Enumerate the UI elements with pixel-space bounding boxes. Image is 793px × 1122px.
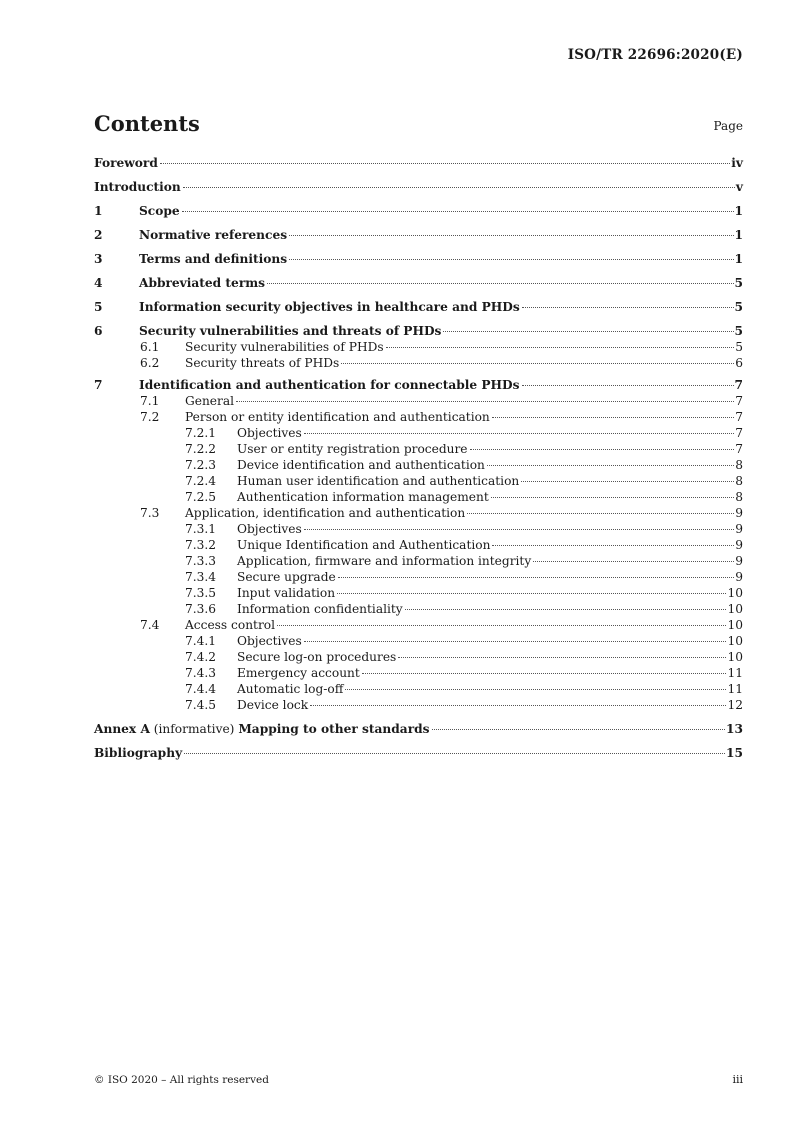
- toc-entry[interactable]: [94, 393, 743, 409]
- toc-entry-number: 6.2: [140, 356, 160, 370]
- toc-entry-page: 8: [735, 490, 743, 504]
- dot-leader: [386, 347, 735, 348]
- toc-entry[interactable]: [94, 203, 743, 219]
- toc-entry-number: 7: [94, 378, 103, 392]
- dot-leader: [521, 481, 734, 482]
- toc-entry-title: [237, 601, 403, 617]
- toc-entry-title-text: Bibliography: [94, 746, 183, 760]
- toc-entry[interactable]: [94, 681, 743, 697]
- toc-entry[interactable]: [94, 299, 743, 315]
- dot-leader: [432, 729, 726, 730]
- dot-leader: [236, 401, 734, 402]
- toc-entry-number: 7.2: [140, 410, 160, 424]
- toc-entry-number: 7.3.6: [185, 602, 217, 616]
- toc-entry[interactable]: [94, 441, 743, 457]
- toc-entry-number: 7.4.3: [185, 666, 217, 680]
- toc-entry-title-text: Foreword: [94, 156, 158, 170]
- toc-entry-title: [139, 299, 520, 315]
- toc-entry-number: 7.3.4: [185, 570, 217, 584]
- toc-entry-number: 7.2.1: [185, 426, 217, 440]
- toc-entry-title: [237, 697, 308, 713]
- toc-entry-page: 9: [735, 522, 743, 536]
- toc-entry-page: 10: [727, 602, 743, 616]
- dot-leader: [182, 211, 734, 212]
- toc-entry[interactable]: [94, 697, 743, 713]
- toc-entry-number: 7.3: [140, 506, 160, 520]
- toc-entry-page: 9: [735, 570, 743, 584]
- dot-leader: [304, 641, 727, 642]
- toc-entry-title-text: Security threats of PHDs: [185, 356, 340, 370]
- toc-entry-page: 15: [726, 746, 743, 760]
- toc-entry-title-text: Security vulnerabilities of PHDs: [185, 340, 384, 354]
- toc-entry-number: 7.4.2: [185, 650, 217, 664]
- toc-entry-title: [185, 355, 339, 371]
- toc-entry-title: [237, 585, 335, 601]
- toc-entry-title: [237, 521, 302, 537]
- toc-entry-title: [237, 441, 468, 457]
- toc-entry-title: [185, 393, 234, 409]
- dot-leader: [492, 545, 734, 546]
- toc-entry-title: [237, 665, 360, 681]
- toc-entry-number: 7.3.1: [185, 522, 217, 536]
- toc-entry-page: 7: [734, 378, 743, 392]
- page-column-label: Page: [713, 119, 743, 133]
- toc-entry-title-text: Application, firmware and information integrity: [237, 554, 532, 568]
- toc-entry[interactable]: [94, 377, 743, 393]
- dot-leader: [533, 561, 734, 562]
- toc-entry-number: 6.1: [140, 340, 160, 354]
- dot-leader: [310, 705, 726, 706]
- toc-entry-title-text: Terms and definitions: [139, 252, 288, 266]
- toc-entry-title: [94, 745, 182, 761]
- toc-entry-title-text: Information security objectives in healthcare and PHDs: [139, 300, 520, 314]
- toc-entry[interactable]: [94, 633, 743, 649]
- toc-entry-page: 5: [734, 324, 743, 338]
- dot-leader: [338, 577, 735, 578]
- toc-entry-number: 7.2.3: [185, 458, 217, 472]
- toc-entry-title: [237, 649, 396, 665]
- toc-entry-page: 8: [735, 474, 743, 488]
- toc-entry-page: iv: [731, 156, 743, 170]
- toc-entry-number: 7.4: [140, 618, 160, 632]
- toc-entry[interactable]: [94, 585, 743, 601]
- toc-entry[interactable]: [94, 179, 743, 195]
- toc-entry-number: 7.1: [140, 394, 160, 408]
- toc-entry-title: [237, 473, 519, 489]
- toc-entry-title-text: Authentication information management: [237, 490, 489, 504]
- toc-entry-page: v: [735, 180, 743, 194]
- toc-entry-title-text: Automatic log-off: [237, 682, 344, 696]
- toc-entry-title-text: Annex A: [94, 722, 150, 736]
- dot-leader: [277, 625, 726, 626]
- toc-entry-page: 7: [735, 410, 743, 424]
- toc-entry[interactable]: [94, 601, 743, 617]
- toc-entry-title: [139, 251, 287, 267]
- toc-entry[interactable]: [94, 649, 743, 665]
- toc-entry-title: [139, 275, 265, 291]
- dot-leader: [289, 235, 733, 236]
- toc-entry-title: [237, 425, 302, 441]
- toc-entry-page: 7: [735, 394, 743, 408]
- toc-entry[interactable]: [94, 665, 743, 681]
- dot-leader: [470, 449, 735, 450]
- toc-entry[interactable]: [94, 155, 743, 171]
- toc-entry-page: 10: [727, 586, 743, 600]
- dot-leader: [405, 609, 727, 610]
- toc-entry[interactable]: [94, 721, 743, 737]
- toc-entry-number: 7.2.2: [185, 442, 217, 456]
- toc-entry-title-text: Objectives: [237, 426, 302, 440]
- toc-entry-page: 11: [727, 682, 743, 696]
- toc-entry-number: 5: [94, 300, 103, 314]
- toc-entry-title: [237, 569, 336, 585]
- toc-entry[interactable]: [94, 617, 743, 633]
- toc-entry[interactable]: [94, 409, 743, 425]
- toc-entry-number: 2: [94, 228, 103, 242]
- toc-entry-page: 9: [735, 554, 743, 568]
- toc-entry[interactable]: [94, 227, 743, 243]
- dot-leader: [487, 465, 734, 466]
- toc-entry-title-text: Security vulnerabilities and threats of PHDs: [139, 324, 442, 338]
- toc-entry[interactable]: [94, 425, 743, 441]
- toc-entry-title-text: Input validation: [237, 586, 336, 600]
- dot-leader: [522, 307, 734, 308]
- toc-entry-title-text: Normative references: [139, 228, 288, 242]
- toc-entry-title-text: Objectives: [237, 634, 302, 648]
- toc-entry-page: 10: [727, 634, 743, 648]
- toc-entry-number: 4: [94, 276, 103, 290]
- toc-entry-page: 9: [735, 506, 743, 520]
- toc-entry-page: 1: [734, 204, 743, 218]
- toc-entry-page: 8: [735, 458, 743, 472]
- toc-entry-title: [237, 537, 490, 553]
- toc-entry-number: 7.3.2: [185, 538, 217, 552]
- toc-entry[interactable]: [94, 355, 743, 371]
- dot-leader: [184, 753, 725, 754]
- dot-leader: [362, 673, 727, 674]
- toc-entry-page: 9: [735, 538, 743, 552]
- toc-entry-title-text: Secure log-on procedures: [237, 650, 397, 664]
- toc-entry-page: 7: [735, 442, 743, 456]
- dot-leader: [341, 363, 734, 364]
- toc-entry-page: 5: [734, 276, 743, 290]
- toc-entry-title: [237, 633, 302, 649]
- toc-entry-page: 12: [727, 698, 743, 712]
- toc-entry[interactable]: [94, 521, 743, 537]
- toc-entry-title: [185, 505, 465, 521]
- toc-entry-title: [237, 457, 485, 473]
- toc-entry-title-text: Information confidentiality: [237, 602, 403, 616]
- toc-entry[interactable]: [94, 505, 743, 521]
- toc-entry-number: 7.2.4: [185, 474, 217, 488]
- toc-entry-title-text: Mapping to other standards: [238, 722, 430, 736]
- dot-leader: [289, 259, 733, 260]
- toc-entry[interactable]: [94, 457, 743, 473]
- toc-entry-number: 7.2.5: [185, 490, 217, 504]
- toc-entry-title-text: Emergency account: [237, 666, 360, 680]
- dot-leader: [345, 689, 726, 690]
- toc-entry-title-text: Secure upgrade: [237, 570, 336, 584]
- toc-entry-page: 1: [734, 228, 743, 242]
- toc-entry-number: 3: [94, 252, 103, 266]
- toc-entry-title: [237, 489, 489, 505]
- dot-leader: [467, 513, 734, 514]
- toc-entry-number: 6: [94, 324, 103, 338]
- toc-entry-title-text: General: [185, 394, 234, 408]
- toc-entry-number: 7.4.4: [185, 682, 217, 696]
- toc-entry-title-text: Human user identification and authentication: [237, 474, 520, 488]
- toc-entry-title-text: Abbreviated terms: [139, 276, 265, 290]
- toc-entry-title-text: Unique Identification and Authentication: [237, 538, 491, 552]
- toc-entry-title: [94, 179, 181, 195]
- toc-entry-title: [94, 155, 158, 171]
- dot-leader: [304, 433, 734, 434]
- toc-entry-page: 7: [735, 426, 743, 440]
- toc-entry[interactable]: [94, 339, 743, 355]
- toc-entry-title: [185, 409, 490, 425]
- toc-entry-number: 7.4.5: [185, 698, 217, 712]
- dot-leader: [443, 331, 733, 332]
- toc-entry[interactable]: [94, 275, 743, 291]
- toc-entry-title-text: Objectives: [237, 522, 302, 536]
- toc-entry-page: 6: [735, 356, 743, 370]
- toc-entry-title: [139, 203, 180, 219]
- toc-entry-title: [139, 377, 520, 393]
- toc-entry[interactable]: [94, 569, 743, 585]
- dot-leader: [492, 417, 734, 418]
- toc-entry-title-text: Access control: [185, 618, 276, 632]
- toc-entry-page: 10: [727, 650, 743, 664]
- toc-entry-number: 7.3.3: [185, 554, 217, 568]
- dot-leader: [304, 529, 734, 530]
- dot-leader: [337, 593, 726, 594]
- toc-entry-page: 5: [734, 300, 743, 314]
- dot-leader: [398, 657, 726, 658]
- toc-entry-page: 10: [727, 618, 743, 632]
- toc-entry-page: 11: [727, 666, 743, 680]
- toc-entry[interactable]: [94, 489, 743, 505]
- toc-entry[interactable]: [94, 473, 743, 489]
- toc-entry[interactable]: [94, 323, 743, 339]
- toc-entry-number: 7.4.1: [185, 634, 217, 648]
- toc-entry-title: [185, 617, 275, 633]
- toc-entry-title: [139, 227, 287, 243]
- toc-entry-number: 1: [94, 204, 103, 218]
- toc-entry-title-text: User or entity registration procedure: [237, 442, 468, 456]
- toc-entry-title-text: Application, identification and authentication: [185, 506, 466, 520]
- toc-entry[interactable]: [94, 251, 743, 267]
- dot-leader: [160, 163, 730, 164]
- toc-entry-title-text: Device identification and authentication: [237, 458, 485, 472]
- toc-entry-title-text: Introduction: [94, 180, 181, 194]
- toc-entry-title: [139, 323, 441, 339]
- toc-entry[interactable]: [94, 745, 743, 761]
- table-of-contents: [94, 155, 743, 761]
- toc-entry-title: [94, 721, 430, 737]
- toc-entry-title-qualifier: (informative): [149, 722, 239, 736]
- toc-entry[interactable]: [94, 537, 743, 553]
- toc-entry-title: [237, 681, 343, 697]
- toc-entry-title-text: Identification and authentication for connectable PHDs: [139, 378, 520, 392]
- dot-leader: [491, 497, 734, 498]
- toc-entry-title: [185, 339, 384, 355]
- document-id: ISO/TR 22696:2020(E): [567, 47, 743, 63]
- page-number: iii: [732, 1073, 743, 1086]
- toc-entry-title-text: Person or entity identification and authentication: [185, 410, 490, 424]
- toc-entry-page: 5: [735, 340, 743, 354]
- toc-entry-title-text: Device lock: [237, 698, 309, 712]
- dot-leader: [522, 385, 734, 386]
- copyright-notice: © ISO 2020 – All rights reserved: [94, 1074, 269, 1086]
- toc-entry-title-text: Scope: [139, 204, 180, 218]
- toc-entry-number: 7.3.5: [185, 586, 217, 600]
- toc-entry-title: [237, 553, 531, 569]
- dot-leader: [267, 283, 734, 284]
- dot-leader: [183, 187, 735, 188]
- toc-entry-page: 1: [734, 252, 743, 266]
- toc-entry-page: 13: [726, 722, 743, 736]
- contents-heading: Contents: [94, 111, 200, 136]
- toc-entry[interactable]: [94, 553, 743, 569]
